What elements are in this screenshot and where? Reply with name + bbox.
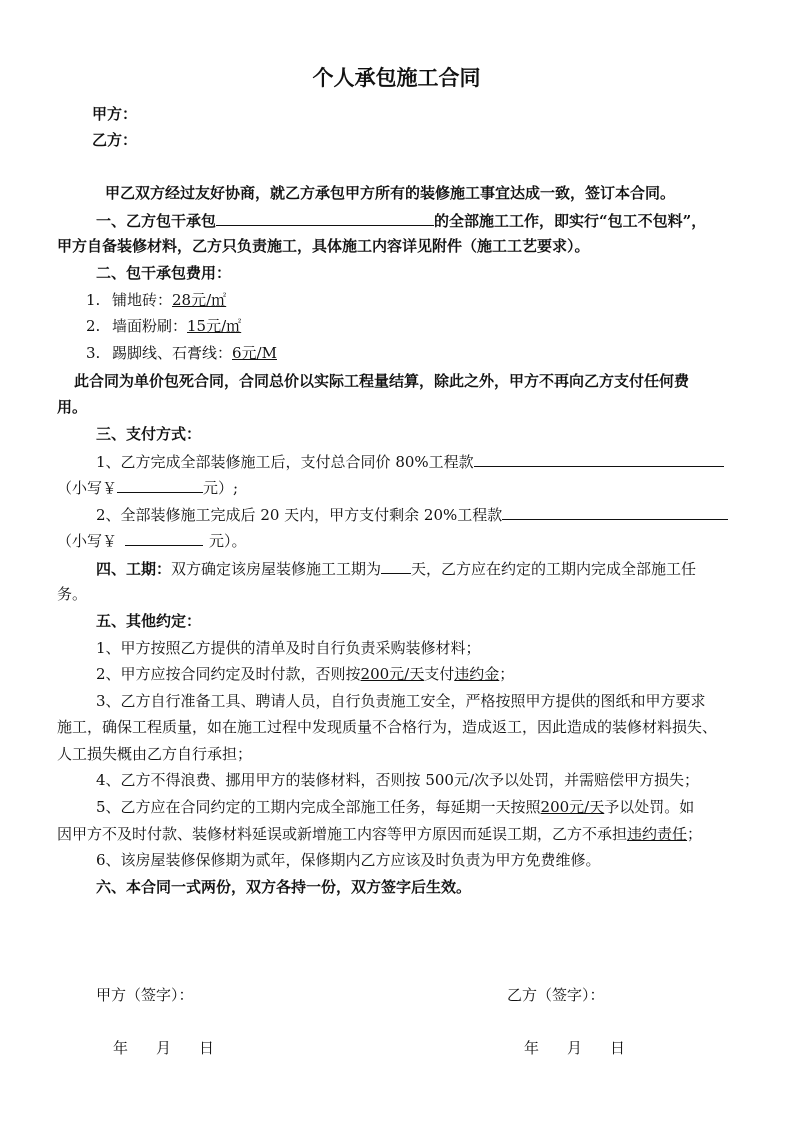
delay-penalty-rate: 200元/天 bbox=[540, 798, 605, 816]
party-b-date bbox=[524, 1035, 625, 1061]
section1-text-post: 的全部施工工作，即实行“包工不包料”， bbox=[434, 212, 707, 230]
section5-heading: 五、其他约定： bbox=[96, 612, 202, 630]
payment-item-2 bbox=[96, 501, 728, 528]
other-item-5-line2 bbox=[57, 821, 702, 847]
date-day: 日 bbox=[199, 1039, 215, 1057]
section1-blank bbox=[216, 207, 434, 226]
fee-item-label: 铺地砖： bbox=[112, 291, 173, 309]
fee-item-label: 墙面粉刷： bbox=[112, 317, 188, 335]
payment-item-1-text: 1、乙方完成全部装修施工后，支付总合同价 80%工程款 bbox=[96, 453, 474, 471]
amount-suffix: 元）; bbox=[203, 479, 239, 497]
intro-paragraph: 甲乙双方经过友好协商，就乙方承包甲方所有的装修施工事宜达成一致，签订本合同。 bbox=[105, 184, 676, 202]
date-year: 年 bbox=[113, 1039, 129, 1057]
section4-heading: 四、工期： bbox=[96, 560, 172, 578]
unit-price-note-line1: 此合同为单价包死合同，合同总价以实际工程量结算，除此之外，甲方不再向乙方支付任何费 bbox=[74, 372, 690, 390]
amount-prefix: （小写￥ bbox=[57, 532, 118, 550]
unit-price-note-line2: 用。 bbox=[57, 398, 88, 416]
fee-item-price: 6元/M bbox=[232, 344, 277, 362]
date-day: 日 bbox=[610, 1039, 626, 1057]
date-month: 月 bbox=[567, 1039, 583, 1057]
section1-line2: 甲方自备装修材料，乙方只负责施工，具体施工内容详见附件（施工工艺要求）。 bbox=[57, 237, 590, 255]
party-a-signature-label: 甲方（签字）： bbox=[96, 986, 194, 1004]
payment-item-2-text: 2、全部装修施工完成后 20 天内，甲方支付剩余 20%工程款 bbox=[96, 506, 503, 524]
contract-title: 个人承包施工合同 bbox=[312, 65, 481, 90]
other-item-5-line1 bbox=[96, 794, 694, 820]
other-item-5-post: 予以处罚。如 bbox=[604, 798, 695, 816]
section1-line1 bbox=[96, 207, 706, 234]
section4-text-pre: 双方确定该房屋装修施工工期为 bbox=[171, 560, 382, 578]
fee-item-label: 踢脚线、石膏线： bbox=[112, 344, 233, 362]
section3-heading: 三、支付方式： bbox=[96, 425, 202, 443]
other-item-2-end: ； bbox=[499, 665, 515, 683]
section1-text-pre: 一、乙方包干承包 bbox=[96, 212, 217, 230]
breach-liability-term: 违约责任 bbox=[627, 825, 688, 843]
party-a-label: 甲方： bbox=[92, 105, 138, 123]
party-a-date bbox=[113, 1035, 214, 1061]
fee-item-num: 3. bbox=[86, 344, 101, 362]
other-item-3-line2: 施工，确保工程质量，如在施工过程中发现质量不合格行为，造成返工，因此造成的装修材料损失、 bbox=[57, 718, 718, 736]
party-b-label: 乙方： bbox=[92, 131, 138, 149]
date-month: 月 bbox=[156, 1039, 172, 1057]
fee-item-2 bbox=[86, 313, 241, 339]
section4-text-post: 天，乙方应在约定的工期内完成全部施工任 bbox=[411, 560, 697, 578]
section2-heading: 二、包干承包费用： bbox=[96, 264, 232, 282]
amount-prefix: （小写￥ bbox=[57, 479, 118, 497]
date-year: 年 bbox=[524, 1039, 540, 1057]
amount-suffix: 元）。 bbox=[209, 532, 247, 550]
other-item-5-end: ； bbox=[687, 825, 703, 843]
liquidated-damages-term: 违约金 bbox=[454, 665, 500, 683]
other-item-1: 1、甲方按照乙方提供的清单及时自行负责采购装修材料； bbox=[96, 639, 481, 657]
payment-item-1-amount bbox=[57, 474, 238, 501]
party-b-signature-label: 乙方（签字）： bbox=[507, 986, 605, 1004]
payment-item-2-amount bbox=[57, 527, 247, 554]
other-item-2-mid: 支付 bbox=[424, 665, 455, 683]
amount-blank bbox=[117, 474, 203, 493]
fee-item-price: 15元/㎡ bbox=[187, 317, 242, 335]
other-item-3-line1: 3、乙方自行准备工具、聘请人员，自行负责施工安全，严格按照甲方提供的图纸和甲方要求 bbox=[96, 692, 706, 710]
payment-item-1-blank bbox=[474, 448, 724, 467]
other-item-2-pre: 2、甲方应按合同约定及时付款，否则按 bbox=[96, 665, 361, 683]
fee-item-1 bbox=[86, 287, 226, 313]
section4-line1 bbox=[96, 555, 696, 582]
fee-item-num: 2. bbox=[86, 317, 101, 335]
payment-item-2-blank bbox=[502, 501, 728, 520]
other-item-5-pre: 5、乙方应在合同约定的工期内完成全部施工任务，每延期一天按照 bbox=[96, 798, 541, 816]
other-item-6: 6、该房屋装修保修期为贰年，保修期内乙方应该及时负责为甲方免费维修。 bbox=[96, 851, 601, 869]
fee-item-price: 28元/㎡ bbox=[172, 291, 227, 309]
amount-blank bbox=[125, 527, 203, 546]
section6-clause: 六、本合同一式两份，双方各持一份，双方签字后生效。 bbox=[96, 878, 472, 896]
other-item-3-line3: 人工损失概由乙方自行承担； bbox=[57, 745, 253, 763]
other-item-4: 4、乙方不得浪费、挪用甲方的装修材料，否则按 500元/次予以处罚，并需赔偿甲方损失； bbox=[96, 771, 699, 789]
fee-item-3 bbox=[86, 340, 277, 366]
other-item-2 bbox=[96, 661, 514, 687]
payment-item-1 bbox=[96, 448, 724, 475]
other-item-5-line2-pre: 因甲方不及时付款、装修材料延误或新增施工内容等甲方原因而延误工期，乙方不承担 bbox=[57, 825, 628, 843]
duration-blank bbox=[381, 555, 411, 574]
fee-item-num: 1. bbox=[86, 291, 101, 309]
penalty-rate: 200元/天 bbox=[360, 665, 425, 683]
section4-line2: 务。 bbox=[57, 585, 88, 603]
